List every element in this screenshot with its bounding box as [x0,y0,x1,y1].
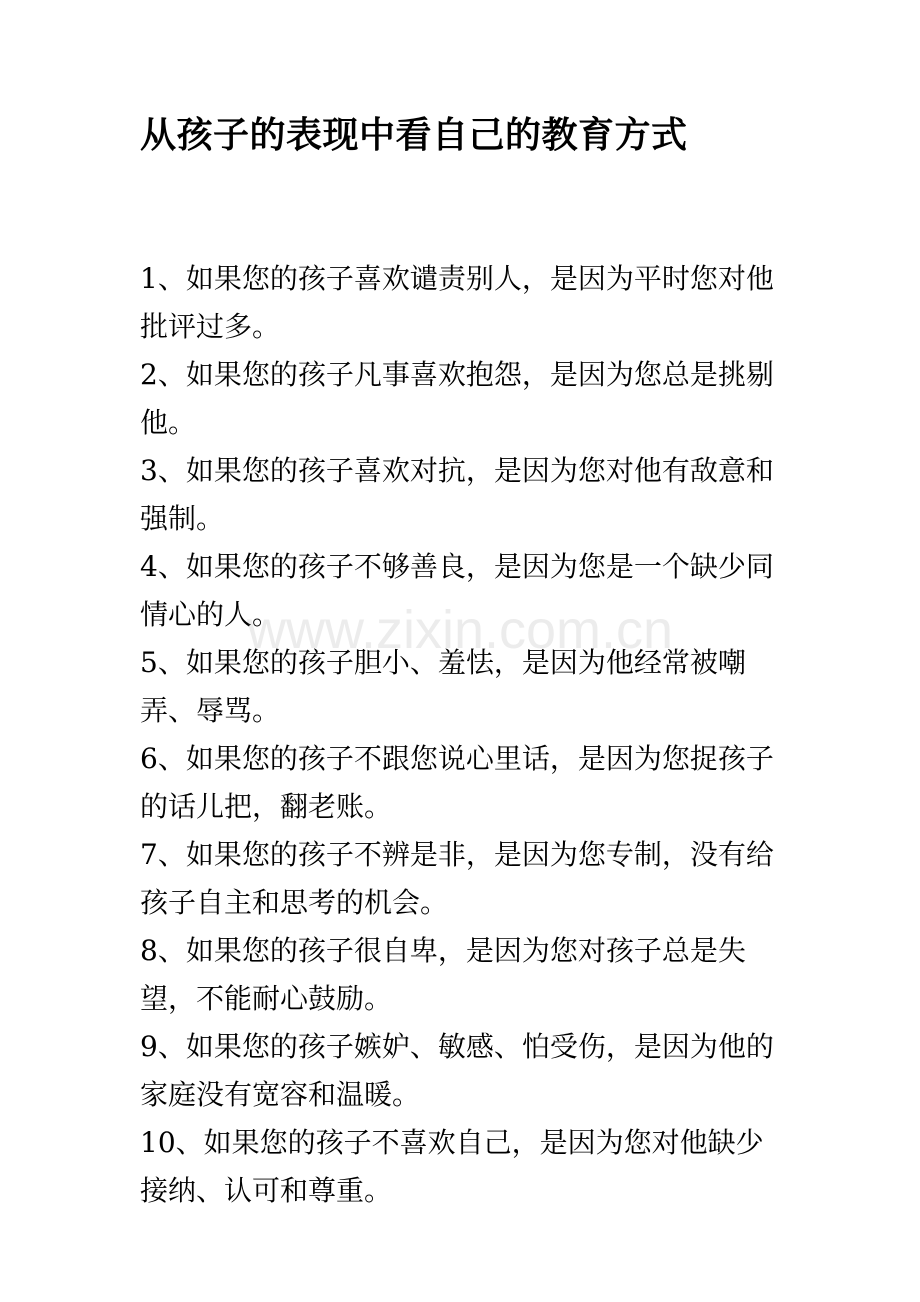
list-item: 4、如果您的孩子不够善良，是因为您是一个缺少同情心的人。 [140,550,774,631]
list-item: 8、如果您的孩子很自卑，是因为您对孩子总是失望，不能耐心鼓励。 [140,934,746,1015]
list-item: 2、如果您的孩子凡事喜欢抱怨，是因为您总是挑剔他。 [140,358,774,439]
list-item: 1、如果您的孩子喜欢谴责别人，是因为平时您对他批评过多。 [140,262,774,343]
list-item: 3、如果您的孩子喜欢对抗，是因为您对他有敌意和强制。 [140,454,774,535]
list-item: 9、如果您的孩子嫉妒、敏感、怕受伤，是因为他的家庭没有宽容和温暖。 [140,1030,774,1111]
list-item: 5、如果您的孩子胆小、羞怯，是因为他经常被嘲弄、辱骂。 [140,646,746,727]
item-list [140,255,790,1215]
list-item: 7、如果您的孩子不辨是非，是因为您专制，没有给孩子自主和思考的机会。 [140,838,774,919]
document-title: 从孩子的表现中看自己的教育方式 [140,115,688,156]
list-item: 10、如果您的孩子不喜欢自己，是因为您对他缺少接纳、认可和尊重。 [140,1126,764,1207]
watermark: www.zixin.com.cn [246,600,674,660]
list-item: 6、如果您的孩子不跟您说心里话，是因为您捉孩子的话儿把，翻老账。 [140,742,774,823]
